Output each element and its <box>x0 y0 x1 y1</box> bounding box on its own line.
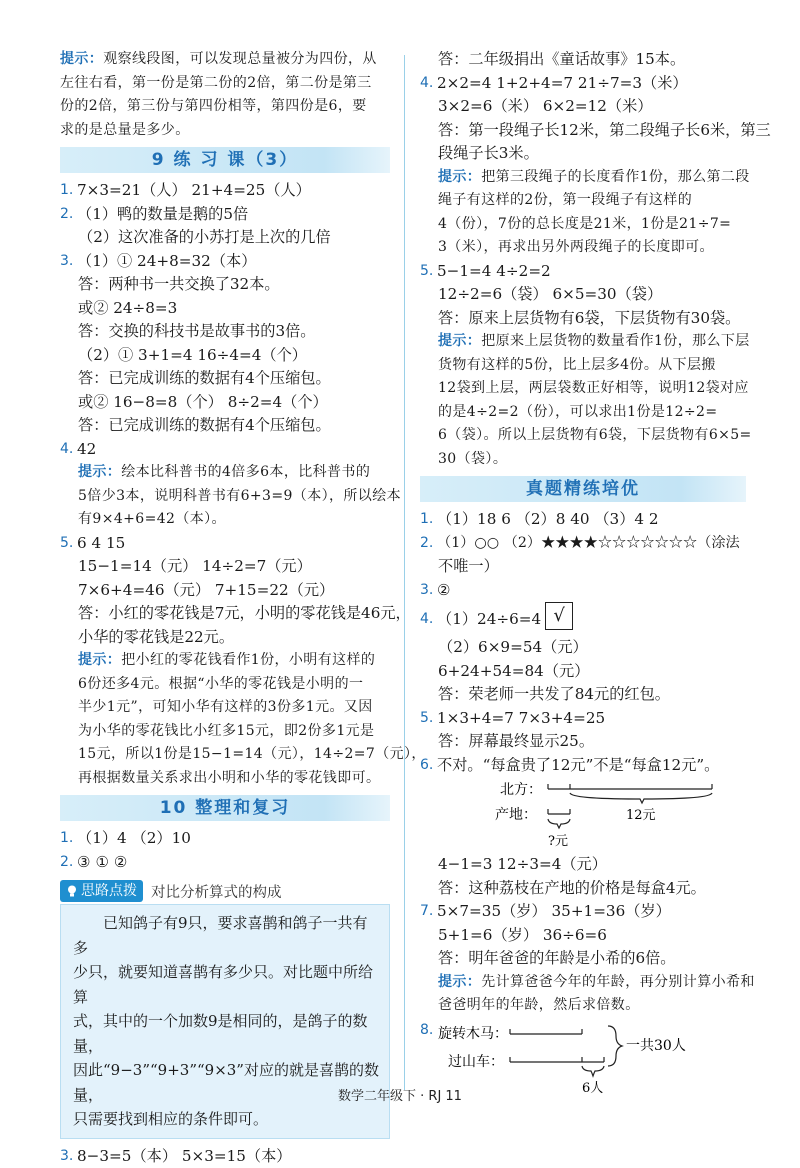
exam-question-1 <box>420 508 746 532</box>
exam-question-6 <box>420 754 746 901</box>
difference-label: 12元 <box>626 808 656 823</box>
answer-text: 5+1=6（岁） 36÷6=6 <box>420 924 746 948</box>
question-2 <box>60 203 390 250</box>
answer-text: （1）鸭的数量是鹅的5倍 <box>77 203 248 227</box>
question-number: 3. <box>60 1145 77 1168</box>
hint-line: 把第三段绳子的长度看作1份，那么第二段 <box>481 169 750 185</box>
hint-line: 把小红的零花钱看作1份，小明有这样的 <box>121 652 375 668</box>
answer-text: 答：已完成训练的数据有4个压缩包。 <box>60 367 390 391</box>
answer-text: 不对。“每盒贵了12元”不是“每盒12元”。 <box>437 754 719 778</box>
answer-text: （1）4 （2）10 <box>77 827 191 851</box>
question-3 <box>60 250 390 438</box>
answer-text: （1）24÷6=4 <box>437 602 541 636</box>
hint-line: 把原来上层货物的数量看作1份，那么下层 <box>481 333 750 349</box>
answer-text: 或② 16−8=8（个） 8÷2=4（个） <box>60 391 390 415</box>
answer-text: （1）18 6 （2）8 40 （3）4 2 <box>437 508 659 532</box>
question-number: 5. <box>420 260 437 284</box>
hint-line: 3（米），再求出另外两段绳子的长度即可。 <box>420 236 746 260</box>
tip-line: 少只，就要知道喜鹊有多少只。对比题中所给算 <box>73 960 379 1009</box>
top-hint <box>60 48 390 142</box>
question-number: 1. <box>60 179 77 203</box>
answer-text: 答：交换的科技书是故事书的3倍。 <box>60 320 390 344</box>
price-segment-diagram <box>480 777 780 853</box>
answer-text: （1）○○ （2）★★★★☆☆☆☆☆☆☆（涂法 <box>437 532 740 556</box>
unknown-label: ?元 <box>548 834 568 849</box>
hint-line: 绘本比科普书的4倍多6本，比科普书的 <box>121 464 370 480</box>
answer-text: 答：荣老师一共发了84元的红包。 <box>420 683 746 707</box>
answer-text: 6 4 15 <box>77 532 125 556</box>
question-number: 5. <box>60 532 77 556</box>
tip-line: 因此“9−3”“9+3”“9×3”对应的就是喜鹊的数量， <box>73 1058 379 1107</box>
answer-text: （2）① 3+1=4 16÷4=4（个） <box>60 344 390 368</box>
section-9-title: 9 练 习 课（3） <box>60 147 390 173</box>
question-number: 8. <box>420 1022 437 1038</box>
answer-text: 答：原来上层货物有6袋，下层货物有30袋。 <box>420 307 746 331</box>
hint-line: 为小华的零花钱比小红多15元，即2份多1元是 <box>60 720 390 744</box>
review-question-1 <box>60 827 390 851</box>
tip-line: 式，其中的一个加数9是相同的，是鸽子的数量， <box>73 1009 379 1058</box>
hint-line: 5倍少3本，说明科普书有6+3=9（本），所以绘本 <box>60 485 390 509</box>
hint-line: 求的是总量是多少。 <box>60 119 390 143</box>
check-box: √ <box>545 602 573 630</box>
hint-line: 绳子有这样的2份，第一段绳子有这样的 <box>420 189 746 213</box>
hint-line: 份的2倍，第三份与第四份相等，第四份是6，要 <box>60 95 390 119</box>
exam-question-2 <box>420 532 746 579</box>
answer-text: 4−1=3 12÷3=4（元） <box>420 853 746 877</box>
answer-text: ③ ① ② <box>77 851 128 875</box>
question-number: 4. <box>420 72 437 96</box>
tip-line: 只需要找到相应的条件即可。 <box>73 1107 379 1132</box>
answer-text: 7×6+4=46（元） 7+15=22（元） <box>60 579 390 603</box>
answer-text: 答：屏幕最终显示25。 <box>420 730 746 754</box>
right-column <box>420 48 746 1098</box>
question-5 <box>60 532 390 791</box>
question-number: 3. <box>60 250 77 274</box>
hint-line: 货物有这样的5份，比上层多4份。从下层搬 <box>420 354 746 378</box>
hint-label: 提示： <box>438 333 481 349</box>
lightbulb-icon <box>66 884 78 898</box>
hint-line: 4（份），7份的总长度是21米，1份是21÷7= <box>420 213 746 237</box>
question-5 <box>420 260 746 472</box>
hint-label: 提示： <box>78 652 121 668</box>
answer-text: 15−1=14（元） 14÷2=7（元） <box>60 555 390 579</box>
carousel-segment <box>510 1029 582 1034</box>
exam-question-3 <box>420 579 746 603</box>
answer-text: （2）6×9=54（元） <box>420 636 746 660</box>
real-exam-title: 真题精练培优 <box>420 476 746 502</box>
exam-question-5 <box>420 707 746 754</box>
answer-text: 答：这种荔枝在产地的价格是每盒4元。 <box>420 877 746 901</box>
tip-title: 对比分析算式的构成 <box>151 881 282 902</box>
answer-text: 答：两种书一共交换了32本。 <box>60 273 390 297</box>
hint-line: 12袋到上层，两层袋数正好相等，说明12袋对应 <box>420 377 746 401</box>
answer-text: 3×2=6（米） 6×2=12（米） <box>420 95 746 119</box>
answer-text: 段绳子长3米。 <box>420 142 746 166</box>
hint-label: 提示： <box>60 51 103 67</box>
carousel-label: 旋转木马： <box>438 1025 508 1042</box>
question-number: 3. <box>420 579 437 603</box>
tip-line: 已知鸽子有9只，要求喜鹊和鸽子一共有多 <box>73 911 379 960</box>
hint-line: 15元，所以1份是15−1=14（元），14÷2=7（元）， <box>60 743 390 767</box>
question-number: 2. <box>420 532 437 556</box>
origin-label: 产地： <box>495 806 537 823</box>
answer-text: 不唯一） <box>420 555 746 579</box>
tip-badge <box>60 880 143 902</box>
total-label: 一共30人 <box>626 1038 686 1054</box>
question-number: 7. <box>420 900 437 924</box>
review-question-3 <box>60 1145 390 1168</box>
tip-badge-label: 思路点拨 <box>81 880 137 902</box>
answer-text: 答：明年爸爸的年龄是小希的6倍。 <box>420 947 746 971</box>
left-column <box>60 48 390 1168</box>
hint-line: 再根据数量关系求出小明和小华的零花钱即可。 <box>60 767 390 791</box>
hint-line: 有9×4+6=42（本）。 <box>60 508 390 532</box>
hint-line: 的是4÷2=2（份），可以求出1份是12÷2= <box>420 401 746 425</box>
answer-text: 答：已完成训练的数据有4个压缩包。 <box>60 414 390 438</box>
north-label: 北方： <box>500 782 542 798</box>
hint-line: 爸爸明年的年龄，然后求倍数。 <box>420 994 746 1018</box>
question-number: 4. <box>420 602 437 636</box>
answer-text: （2）这次准备的小苏打是上次的几倍 <box>60 226 390 250</box>
difference-label: 6人 <box>582 1081 603 1096</box>
question-number: 1. <box>420 508 437 532</box>
review-question-2 <box>60 851 390 875</box>
hint-line: 先计算爸爸今年的年龄，再分别计算小希和 <box>481 974 755 990</box>
hint-line: 左往右看，第一份是第二份的2倍，第二份是第三 <box>60 72 390 96</box>
question-number: 6. <box>420 754 437 778</box>
tip-header <box>60 880 390 902</box>
exam-question-7 <box>420 900 746 1018</box>
hint-label: 提示： <box>78 464 121 480</box>
question-number: 5. <box>420 707 437 731</box>
hint-line: 半少1元”，可知小华有这样的3份多1元。又因 <box>60 696 390 720</box>
answer-text: 或② 24÷8=3 <box>60 297 390 321</box>
hint-label: 提示： <box>438 974 481 990</box>
answer-text: 小华的零花钱是22元。 <box>60 626 390 650</box>
answer-text: 答：二年级捐出《童话故事》15本。 <box>420 48 746 72</box>
answer-text: ② <box>437 579 451 603</box>
coaster-label: 过山车： <box>448 1054 504 1070</box>
exam-question-4 <box>420 602 746 707</box>
answer-text: 答：小红的零花钱是7元，小明的零花钱是46元， <box>60 602 390 626</box>
question-1 <box>60 179 390 203</box>
answer-text: 12÷2=6（袋） 6×5=30（袋） <box>420 283 746 307</box>
answer-text: 答：第一段绳子长12米，第二段绳子长6米，第三 <box>420 119 746 143</box>
hint-label: 提示： <box>438 169 481 185</box>
question-number: 4. <box>60 438 77 462</box>
question-4 <box>420 72 746 260</box>
answer-text: （1）① 24+8=32（本） <box>77 250 256 274</box>
answer-text: 7×3=21（人） 21+4=25（人） <box>77 179 311 203</box>
question-number: 2. <box>60 851 77 875</box>
north-segment <box>548 784 712 789</box>
answer-text: 1×3+4=7 7×3+4=25 <box>437 707 605 731</box>
page-footer: 数学二年级下 · RJ 11 <box>0 1085 800 1104</box>
question-number: 2. <box>60 203 77 227</box>
hint-line: 观察线段图，可以发现总量被分为四份，从 <box>103 51 377 67</box>
column-divider <box>404 55 405 1090</box>
section-10-title: 10 整理和复习 <box>60 795 390 821</box>
answer-text: 2×2=4 1+2+4=7 21÷7=3（米） <box>437 72 688 96</box>
answer-text: 5×7=35（岁） 35+1=36（岁） <box>437 900 671 924</box>
question-number: 1. <box>60 827 77 851</box>
answer-text: 42 <box>77 438 96 462</box>
hint-line: 6份还多4元。根据“小华的零花钱是小明的一 <box>60 673 390 697</box>
answer-text: 8−3=5（本） 5×3=15（本） <box>77 1145 292 1168</box>
question-4 <box>60 438 390 532</box>
hint-line: 6（袋）。所以上层货物有6袋，下层货物有6×5= <box>420 424 746 448</box>
hint-line: 30（袋）。 <box>420 448 746 472</box>
answer-text: 6+24+54=84（元） <box>420 660 746 684</box>
answer-text: 5−1=4 4÷2=2 <box>437 260 551 284</box>
